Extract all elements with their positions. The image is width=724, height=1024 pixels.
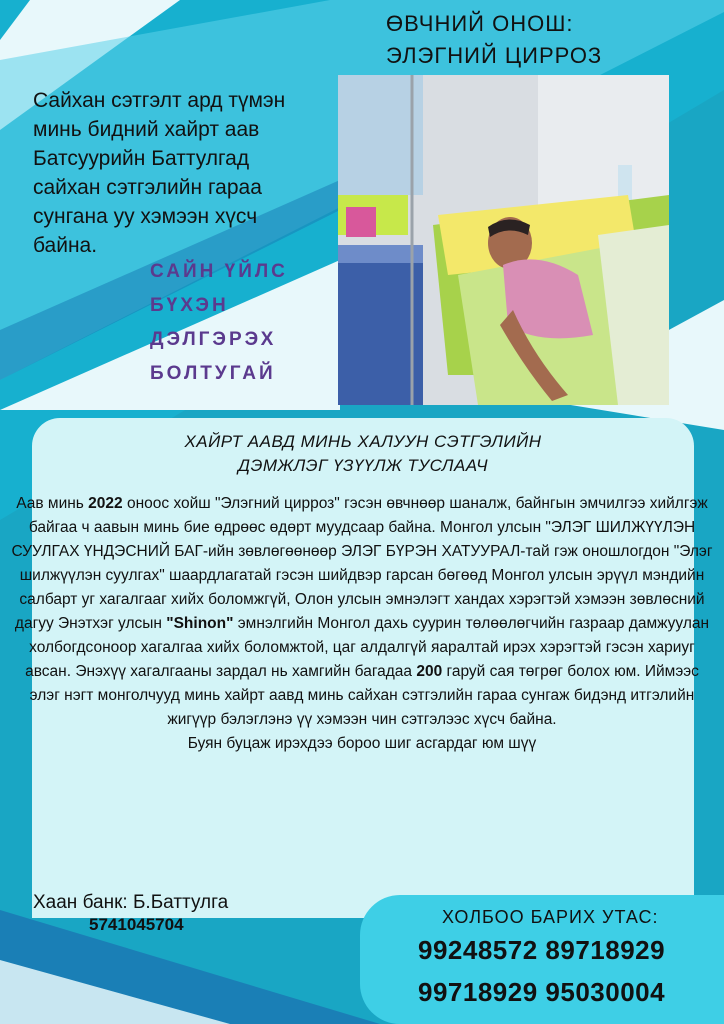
story-hospital: "Shinon": [166, 615, 234, 632]
bank-label: Хаан банк: Б.Баттулга: [33, 892, 229, 913]
slogan: [150, 255, 288, 391]
story-part: эмнэлгийн Монгол дахь суурин төлөөлөгчийн газраар дамжуулан холбогдсоноор хагалгаа хийх боломжтой, цаг алдалгүй яаралтай ирэх хэрэгтэй гэсэн хариуг авсан. Энэхүү хагалгааны зардал нь хамгийн багадаа: [25, 615, 710, 680]
bank-info: [33, 892, 228, 936]
slogan-line: ДЭЛГЭРЭХ: [150, 329, 277, 350]
diagnosis-title: [386, 8, 716, 72]
story-year: 2022: [88, 495, 123, 512]
story-text: [8, 492, 716, 756]
story-closing: Буян буцаж ирэхдээ бороо шиг асгардаг юм шүү: [187, 735, 537, 752]
diagnosis-line-2: ЭЛЭГНИЙ ЦИРРОЗ: [386, 43, 603, 68]
phone-numbers-line-1: 99248572 89718929: [418, 935, 666, 965]
slogan-line: САЙН ҮЙЛС: [150, 261, 288, 282]
story-amount: 200: [416, 663, 443, 680]
story-part: оноос хойш "Элэгний цирроз" гэсэн өвчнөөр шаналж, байнгын эмчилгээ хийлгэж байгаа ч аавын минь бие өдрөөс өдөрт муудсаар байна. Монгол улсын "ЭЛЭГ ШИЛЖҮҮЛЭН СУУЛГАХ ҮНДЭСНИЙ БАГ-ийн зөвлөгөөнөөр ЭЛЭГ БҮРЭН ХАТУУРАЛ-тай гэж оношлогдон "Элэг шилжүүлэн суулгах" шаардлагатай гэсэн шийдвэр гарсан бөгөөд Монгол улсын эрүүл мэндийн салбарт уг хагалгааг хийх боломжгүй, Олон улсын эмнэлэгт хандах хэрэгтэй хэмээн зөвлөсний дагуу Энэтхэг улсын: [11, 495, 713, 632]
panel-heading-line-2: ДЭМЖЛЭГ ҮЗҮҮЛЖ ТУСЛААЧ: [237, 456, 489, 475]
panel-heading: [32, 430, 694, 478]
phone-numbers-line-2: 99718929 95030004: [418, 977, 666, 1007]
intro-text: Сайхан сэтгэлт ард түмэн минь бидний хайрт аав Батсуурийн Баттулгад сайхан сэтгэлийн гараа сунгана уу хэмээн хүсч байна.: [33, 89, 286, 257]
panel-heading-line-1: ХАЙРТ ААВД МИНЬ ХАЛУУН СЭТГЭЛИЙН: [184, 432, 542, 451]
slogan-line: БОЛТУГАЙ: [150, 363, 276, 384]
story-part: гаруй сая төгрөг болох юм. Иймээс элэг нэгт монголчууд минь хайрт аавд минь сайхан сэтгэлийн гараа сунгаж бидэнд итгэлийн жигүүр бэлэглэнэ үү хэмээн чин сэтгэлээс хүсч байна.: [29, 663, 699, 728]
contact-title: ХОЛБОО БАРИХ УТАС:: [442, 907, 659, 927]
story-part: Аав минь: [16, 495, 89, 512]
patient-photo: [338, 75, 669, 405]
contact-box: [360, 895, 724, 1024]
bank-account: 5741045704: [89, 915, 184, 934]
slogan-line: БҮХЭН: [150, 295, 229, 316]
diagnosis-line-1: ӨВЧНИЙ ОНОШ:: [386, 11, 574, 36]
